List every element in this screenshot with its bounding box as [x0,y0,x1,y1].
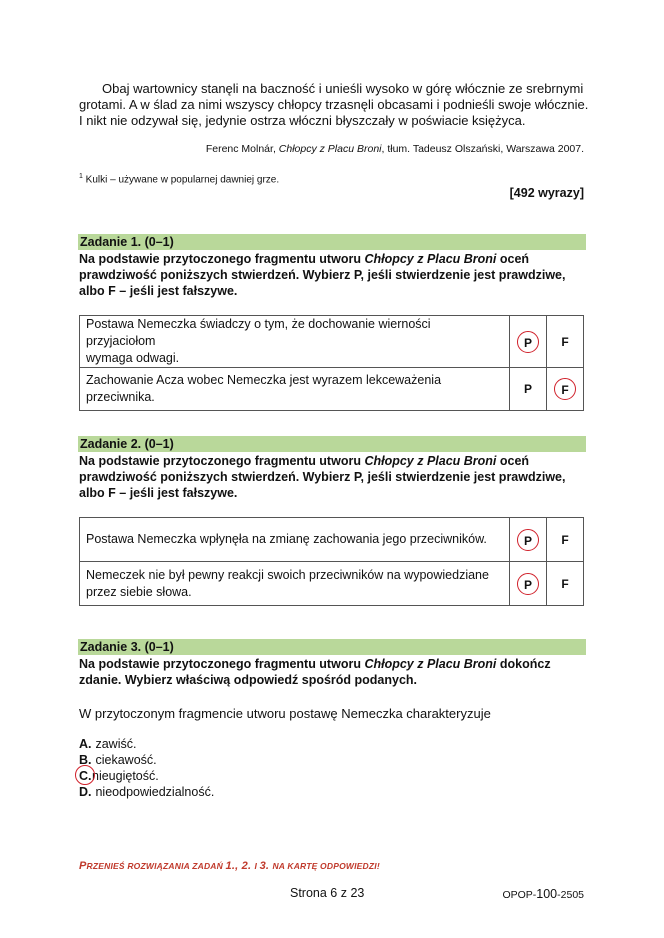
option-p-cell[interactable] [510,562,547,606]
footnote-text: Kulki – używane w popularnej dawniej grze. [82,174,280,186]
statement-cell: Nemeczek nie był pewny reakcji swoich przeciwników na wypowiedziane przez siebie słowa. [80,562,510,606]
selected-answer-circle[interactable]: P [517,529,539,551]
answer-option[interactable]: F [561,576,569,591]
option-p-cell[interactable] [510,518,547,562]
choice-c[interactable]: C.nieugiętość. [79,768,159,784]
table-row [80,518,584,562]
table-row [80,316,584,368]
exam-code: OPOP-100-2505 [502,887,584,901]
statement-cell: Postawa Nemeczka świadczy o tym, że dochowanie wierności przyjaciołom wymaga odwagi. [80,316,510,368]
source-author: Ferenc Molnár, [205,143,279,155]
option-f-cell[interactable] [547,316,584,368]
task-1-instruction: Na podstawie przytoczonego fragmentu utworu Chłopcy z Placu Broni oceń [79,252,530,266]
task-1-instruction-line: prawdziwość poniższych stwierdzeń. Wybierz P, jeśli stwierdzenie jest prawdziwe, [79,268,566,282]
passage-line: I nikt nie odzywał się, jedynie ostrza włóczni błyszczały w poświacie księżyca. [79,113,526,128]
option-f-cell[interactable] [547,562,584,606]
table-row [80,562,584,606]
page-number: Strona 6 z 23 [290,886,365,900]
choice-a[interactable]: A. zawiść. [79,737,137,751]
selected-answer-circle[interactable]: P [517,331,539,353]
selected-answer-circle[interactable]: P [517,573,539,595]
task-3-header: Zadanie 3. (0–1) [78,639,586,655]
task-2-instruction: Na podstawie przytoczonego fragmentu utworu Chłopcy z Placu Broni oceń [79,454,530,468]
task-1-header: Zadanie 1. (0–1) [78,234,586,250]
task-1-table [79,315,584,411]
answer-option[interactable]: F [561,532,569,547]
source-citation [206,143,584,155]
option-p-cell[interactable] [510,316,547,368]
passage-line: Obaj wartownicy stanęli na baczność i unieśli wysoko w górę włócznie ze srebrnymi [102,81,584,96]
choice-d[interactable]: D. nieodpowiedzialność. [79,785,215,799]
task-1-instruction-line: albo F – jeśli jest fałszywe. [79,284,238,298]
task-3-instruction-line: zdanie. Wybierz właściwą odpowiedź spośród podanych. [79,673,418,687]
option-p-cell[interactable] [510,368,547,411]
source-title: Chłopcy z Placu Broni [278,143,382,155]
task-2-table [79,517,584,606]
answer-option[interactable]: F [561,334,569,349]
answer-option[interactable]: P [523,382,532,396]
passage-line: grotami. A w ślad za nimi wszyscy chłopcy trzasnęli obcasami i podnieśli swoje włócznie. [79,97,589,112]
transfer-note: PRZENIEŚ ROZWIĄZANIA ZADAŃ 1., 2. I 3. NA KARTĘ ODPOWIEDZI! [79,860,380,872]
option-f-cell[interactable] [547,518,584,562]
statement-cell: Postawa Nemeczka wpłynęła na zmianę zachowania jego przeciwników. [80,518,510,562]
task-3-stem: W przytoczonym fragmencie utworu postawę Nemeczka charakteryzuje [79,706,491,721]
choice-b[interactable]: B. ciekawość. [79,753,157,767]
selected-answer-circle [75,765,95,785]
option-f-cell[interactable] [547,368,584,411]
footnote-mark: 1 [79,173,83,180]
task-2-header: Zadanie 2. (0–1) [78,436,586,452]
table-row [80,368,584,411]
task-2-instruction-line: albo F – jeśli jest fałszywe. [79,486,238,500]
statement-cell: Zachowanie Acza wobec Nemeczka jest wyrazem lekceważenia przeciwnika. [80,368,510,411]
task-3-instruction: Na podstawie przytoczonego fragmentu utworu Chłopcy z Placu Broni dokończ [79,657,551,671]
word-count: [492 wyrazy] [509,186,584,200]
selected-answer-circle[interactable]: F [554,378,576,400]
footnote [79,173,279,185]
source-rest: , tłum. Tadeusz Olszański, Warszawa 2007. [381,143,584,155]
task-2-instruction-line: prawdziwość poniższych stwierdzeń. Wybierz P, jeśli stwierdzenie jest prawdziwe, [79,470,566,484]
